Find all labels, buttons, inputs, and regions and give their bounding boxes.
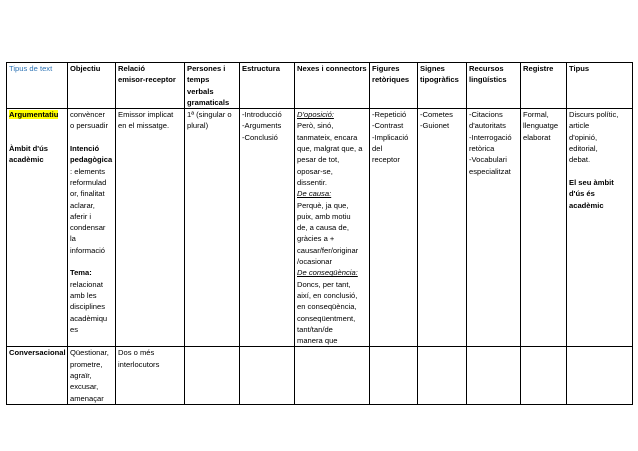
relacio-line: Emissor implicat	[118, 110, 174, 120]
nexes-line: Perquè, ja que,	[297, 200, 349, 210]
cell-estructura	[240, 109, 295, 347]
text-type-highlight: Argumentatiu	[9, 110, 59, 120]
nexes-group-title: De causa:	[297, 189, 332, 199]
tipus-line: article	[569, 121, 590, 131]
registre-line: elaborat	[523, 132, 551, 142]
figures-line: receptor	[372, 155, 400, 165]
header-objectiu: Objectiu	[68, 63, 116, 109]
persones-line: 1ª (singular o	[187, 110, 232, 120]
cell-figures	[370, 109, 418, 347]
tema-line: acadèmiqu	[70, 313, 108, 323]
objectiu-line: agraïr,	[70, 371, 92, 381]
cell-empty	[185, 347, 240, 404]
intencio-line: aclarar,	[70, 200, 95, 210]
ambit-line: acadèmic	[9, 155, 44, 165]
nexes-line: tant/tan/de	[297, 324, 333, 334]
cell-tipus-col	[567, 109, 633, 347]
intencio-line: la	[70, 234, 76, 244]
header-persones-line: gramaticals	[187, 97, 230, 107]
nexes-line: així, en conclusió,	[297, 290, 358, 300]
tipus-line: editorial,	[569, 144, 598, 154]
tipus-line: d'opinió,	[569, 132, 598, 142]
nexes-line: en conseqüència,	[297, 302, 357, 312]
cell-empty	[521, 347, 567, 404]
header-figures-line: retòriques	[372, 75, 410, 85]
tipus-line: Discurs polític,	[569, 110, 619, 120]
objectiu-line: amenaçar	[70, 393, 104, 403]
header-signes	[418, 63, 467, 109]
cell-relacio	[116, 347, 185, 404]
header-relacio	[116, 63, 185, 109]
intencio-line: condensar	[70, 223, 106, 233]
relacio-line: interlocutors	[118, 359, 160, 369]
header-nexes: Nexes i connectors	[295, 63, 370, 109]
header-recursos	[467, 63, 521, 109]
header-persones-line: temps	[187, 75, 210, 85]
recursos-line: -Interrogació	[469, 132, 512, 142]
recursos-line: d'autoritats	[469, 121, 506, 131]
cell-tipus: Conversacional	[7, 347, 68, 404]
tipus-bold-line: d'ús és	[569, 189, 595, 199]
recursos-line: especialitzat	[469, 166, 511, 176]
header-recursos-line: Recursos	[469, 64, 504, 73]
header-relacio-line: emisor-receptor	[118, 75, 176, 85]
cell-recursos	[467, 109, 521, 347]
estructura-line: -Arguments	[242, 121, 282, 131]
cell-objectiu	[68, 347, 116, 404]
header-figures	[370, 63, 418, 109]
tipus-bold-line: El seu àmbit	[569, 177, 614, 187]
cell-nexes	[295, 109, 370, 347]
relacio-line: Dos o més	[118, 348, 155, 358]
header-relacio-line: Relació	[118, 64, 146, 73]
nexes-line: tanmateix, encara	[297, 132, 358, 142]
objectiu-line: convèncer	[70, 110, 106, 120]
cell-empty	[370, 347, 418, 404]
nexes-line: oposar-se,	[297, 166, 333, 176]
header-estructura: Estructura	[240, 63, 295, 109]
cell-relacio	[116, 109, 185, 347]
figures-line: -Contrast	[372, 121, 404, 131]
figures-line: del	[372, 144, 383, 154]
recursos-line: retòrica	[469, 144, 495, 154]
cell-registre	[521, 109, 567, 347]
nexes-line: /ocasionar	[297, 257, 333, 267]
intencio-line: informació	[70, 245, 106, 255]
cell-empty	[418, 347, 467, 404]
nexes-line: manera que	[297, 336, 338, 346]
tema-line: relacionat	[70, 279, 103, 289]
nexes-line: causar/fer/originar	[297, 245, 359, 255]
figures-line: -Repetició	[372, 110, 407, 120]
nexes-line: Doncs, per tant,	[297, 279, 351, 289]
cell-empty	[567, 347, 633, 404]
header-tipus-de-text: Tipus de text	[7, 63, 68, 109]
signes-line: -Guionet	[420, 121, 450, 131]
cell-tipus	[7, 109, 68, 347]
nexes-line: de, a causa de,	[297, 223, 349, 233]
header-persones-line: Persones i	[187, 64, 226, 73]
nexes-line: dissentir.	[297, 177, 327, 187]
recursos-line: -Citacions	[469, 110, 503, 120]
text-types-table	[6, 62, 633, 405]
cell-objectiu	[68, 109, 116, 347]
header-tipus: Tipus	[567, 63, 633, 109]
registre-line: Formal,	[523, 110, 549, 120]
intencio-title: Intenció	[70, 144, 100, 154]
tipus-line: debat.	[569, 155, 591, 165]
cell-empty	[240, 347, 295, 404]
intencio-line: : elements	[70, 166, 106, 176]
nexes-line: Però, sinó,	[297, 121, 334, 131]
registre-line: llenguatge	[523, 121, 559, 131]
recursos-line: -Vocabulari	[469, 155, 507, 165]
header-persones-line: verbals	[187, 86, 214, 96]
intencio-title: pedagògica	[70, 155, 113, 165]
nexes-line: puix, amb motiu	[297, 211, 351, 221]
cell-persones	[185, 109, 240, 347]
ambit-line: Àmbit d'ús	[9, 144, 48, 154]
header-registre: Registre	[521, 63, 567, 109]
header-signes-line: tipogràfics	[420, 75, 459, 85]
table-row-argumentatiu	[7, 109, 633, 347]
tema-title: Tema:	[70, 268, 92, 278]
header-row	[7, 63, 633, 109]
cell-empty	[295, 347, 370, 404]
nexes-line: pesar de tot,	[297, 155, 340, 165]
header-persones	[185, 63, 240, 109]
figures-line: -Implicació	[372, 132, 409, 142]
estructura-line: -Conclusió	[242, 132, 278, 142]
header-signes-line: Signes	[420, 64, 445, 73]
cell-signes	[418, 109, 467, 347]
intencio-line: or, finalitat	[70, 189, 105, 199]
intencio-line: reformulad	[70, 177, 107, 187]
nexes-group-title: D'oposició:	[297, 110, 334, 120]
objectiu-line: prometre,	[70, 359, 103, 369]
tema-line: es	[70, 324, 79, 334]
persones-line: plural)	[187, 121, 209, 131]
header-figures-line: Figures	[372, 64, 400, 73]
intencio-line: aferir i	[70, 211, 92, 221]
tipus-bold-line: acadèmic	[569, 200, 604, 210]
nexes-line: que, malgrat que, a	[297, 144, 363, 154]
tema-line: amb les	[70, 290, 97, 300]
nexes-group-title: De conseqüència:	[297, 268, 358, 278]
signes-line: -Cometes	[420, 110, 453, 120]
tema-line: disciplines	[70, 302, 106, 312]
objectiu-line: o persuadir	[70, 121, 108, 131]
table-row-conversacional	[7, 347, 633, 404]
estructura-line: -Introducció	[242, 110, 282, 120]
objectiu-line: Qüestionar,	[70, 348, 109, 358]
relacio-line: en el missatge.	[118, 121, 170, 131]
header-recursos-line: lingüístics	[469, 75, 507, 85]
cell-empty	[467, 347, 521, 404]
objectiu-line: excusar,	[70, 382, 99, 392]
nexes-line: gràcies a +	[297, 234, 335, 244]
nexes-line: conseqüentment,	[297, 313, 356, 323]
